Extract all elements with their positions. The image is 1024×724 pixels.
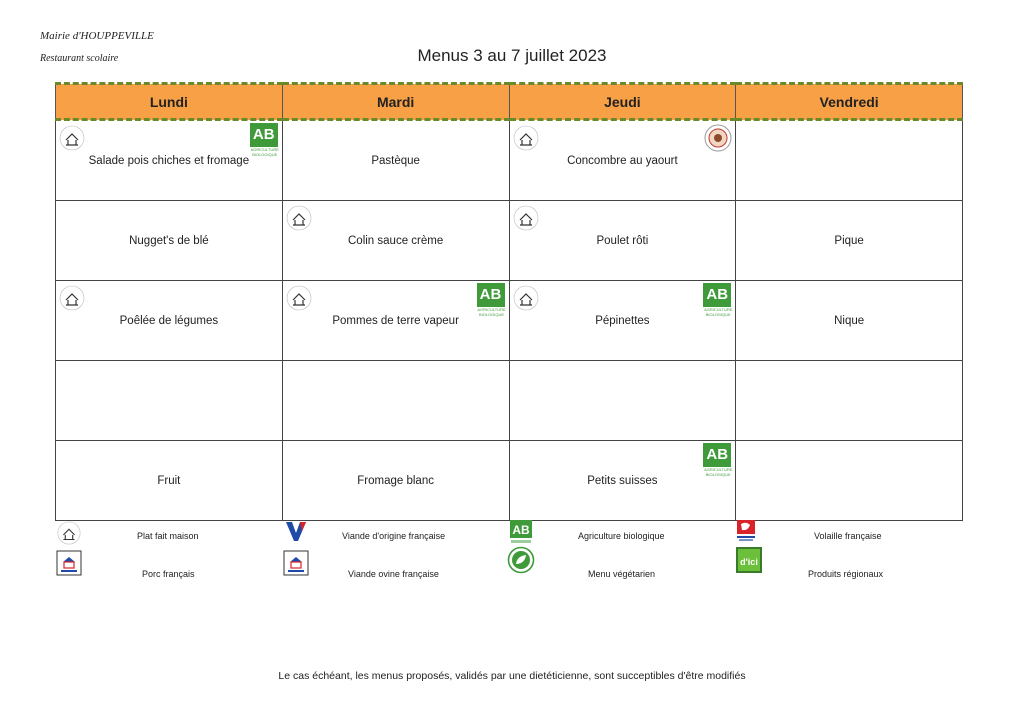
menu-cell xyxy=(56,281,283,361)
menu-cell xyxy=(736,201,963,281)
menu-item-label: Pique xyxy=(834,234,864,247)
day-header-row xyxy=(56,84,963,120)
legend-produits-regionaux: Produits régionaux xyxy=(808,569,884,579)
menu-cell xyxy=(282,201,509,281)
menu-cell xyxy=(736,281,963,361)
svg-text:d'ici: d'ici xyxy=(740,557,758,567)
volaille-francaise-icon xyxy=(735,519,761,545)
menu-item-label: Nique xyxy=(834,314,865,327)
produits-regionaux-icon xyxy=(735,546,761,572)
viande-francaise-icon xyxy=(283,519,309,545)
menu-cell xyxy=(736,361,963,441)
menu-item-label: Nugget's de blé xyxy=(129,234,209,247)
legend-volaille-francaise: Volaille française xyxy=(814,531,882,541)
menu-vegetarien-icon xyxy=(507,546,533,572)
menu-row-dessert xyxy=(56,441,963,521)
menu-table xyxy=(55,82,963,521)
menu-cell xyxy=(282,361,509,441)
agriculture-bio-icon: AB AGRICULTURE BIOLOGIQUE xyxy=(477,283,507,317)
day-header-thursday: Jeudi xyxy=(509,84,736,120)
menu-item-label: Pépinettes xyxy=(595,314,650,327)
menu-row-side xyxy=(56,281,963,361)
menu-item-label: Poulet rôti xyxy=(596,234,649,247)
legend-agriculture-bio: Agriculture biologique xyxy=(578,531,665,541)
agriculture-bio-icon xyxy=(509,519,535,545)
menu-item-label: Colin sauce crème xyxy=(348,234,444,247)
day-header-monday: Lundi xyxy=(56,84,283,120)
legend-porc-francais: Porc français xyxy=(142,569,195,579)
menu-row-cheese xyxy=(56,361,963,441)
menu-item-label: Poêlée de légumes xyxy=(119,314,219,327)
fait-maison-icon xyxy=(285,284,313,312)
legend-viande-francaise: Viande d'origine française xyxy=(342,531,446,541)
menu-cell xyxy=(509,441,736,521)
menu-item-label: Fromage blanc xyxy=(357,474,434,487)
menu-cell xyxy=(282,120,509,201)
fait-maison-icon xyxy=(56,520,82,546)
porc-francais-icon xyxy=(56,550,82,576)
menu-cell xyxy=(509,281,736,361)
mairie-label: Mairie d'HOUPPEVILLE xyxy=(40,30,154,42)
menu-cell xyxy=(56,201,283,281)
menu-cell xyxy=(509,120,736,201)
menu-item-label: Pastèque xyxy=(371,154,420,167)
menu-item-label: Concombre au yaourt xyxy=(567,154,678,167)
agriculture-bio-icon: AB AGRICULTURE BIOLOGIQUE xyxy=(703,443,733,477)
menu-cell xyxy=(56,441,283,521)
menu-cell xyxy=(56,361,283,441)
menu-cell xyxy=(509,361,736,441)
day-header-friday: Vendredi xyxy=(736,84,963,120)
menu-cell xyxy=(736,120,963,201)
legend-viande-ovine: Viande ovine française xyxy=(348,569,439,579)
fait-maison-icon xyxy=(58,124,86,152)
viande-ovine-icon xyxy=(283,550,309,576)
svg-text:AB: AB xyxy=(512,523,530,537)
agriculture-bio-icon: AB AGRICULTURE BIOLOGIQUE xyxy=(703,283,733,317)
menu-cell xyxy=(736,441,963,521)
legend-plat-fait-maison: Plat fait maison xyxy=(137,531,199,541)
fait-maison-icon xyxy=(285,204,313,232)
menu-cell xyxy=(509,201,736,281)
fait-maison-icon xyxy=(512,204,540,232)
menu-cell xyxy=(282,281,509,361)
menu-item-label: Petits suisses xyxy=(587,474,658,487)
disclaimer-footer: Le cas échéant, les menus proposés, validés par une dietéticienne, sont succeptibles d'être modifiés xyxy=(278,670,746,682)
day-header-tuesday: Mardi xyxy=(282,84,509,120)
agriculture-bio-icon: AB AGRICULTURE BIOLOGIQUE xyxy=(250,123,280,157)
menu-row-main xyxy=(56,201,963,281)
fait-maison-icon xyxy=(58,284,86,312)
produit-regional-seal-icon xyxy=(703,123,733,153)
menu-item-label: Salade pois chiches et fromage xyxy=(88,154,250,167)
restaurant-label: Restaurant scolaire xyxy=(40,53,119,64)
menu-item-label: Pommes de terre vapeur xyxy=(332,314,459,327)
fait-maison-icon xyxy=(512,124,540,152)
menu-row-starter xyxy=(56,120,963,201)
menu-cell xyxy=(56,120,283,201)
menu-cell xyxy=(282,441,509,521)
fait-maison-icon xyxy=(512,284,540,312)
page-title: Menus 3 au 7 juillet 2023 xyxy=(417,46,607,65)
menu-item-label: Fruit xyxy=(157,474,181,487)
legend-menu-vegetarien: Menu végétarien xyxy=(588,569,656,579)
